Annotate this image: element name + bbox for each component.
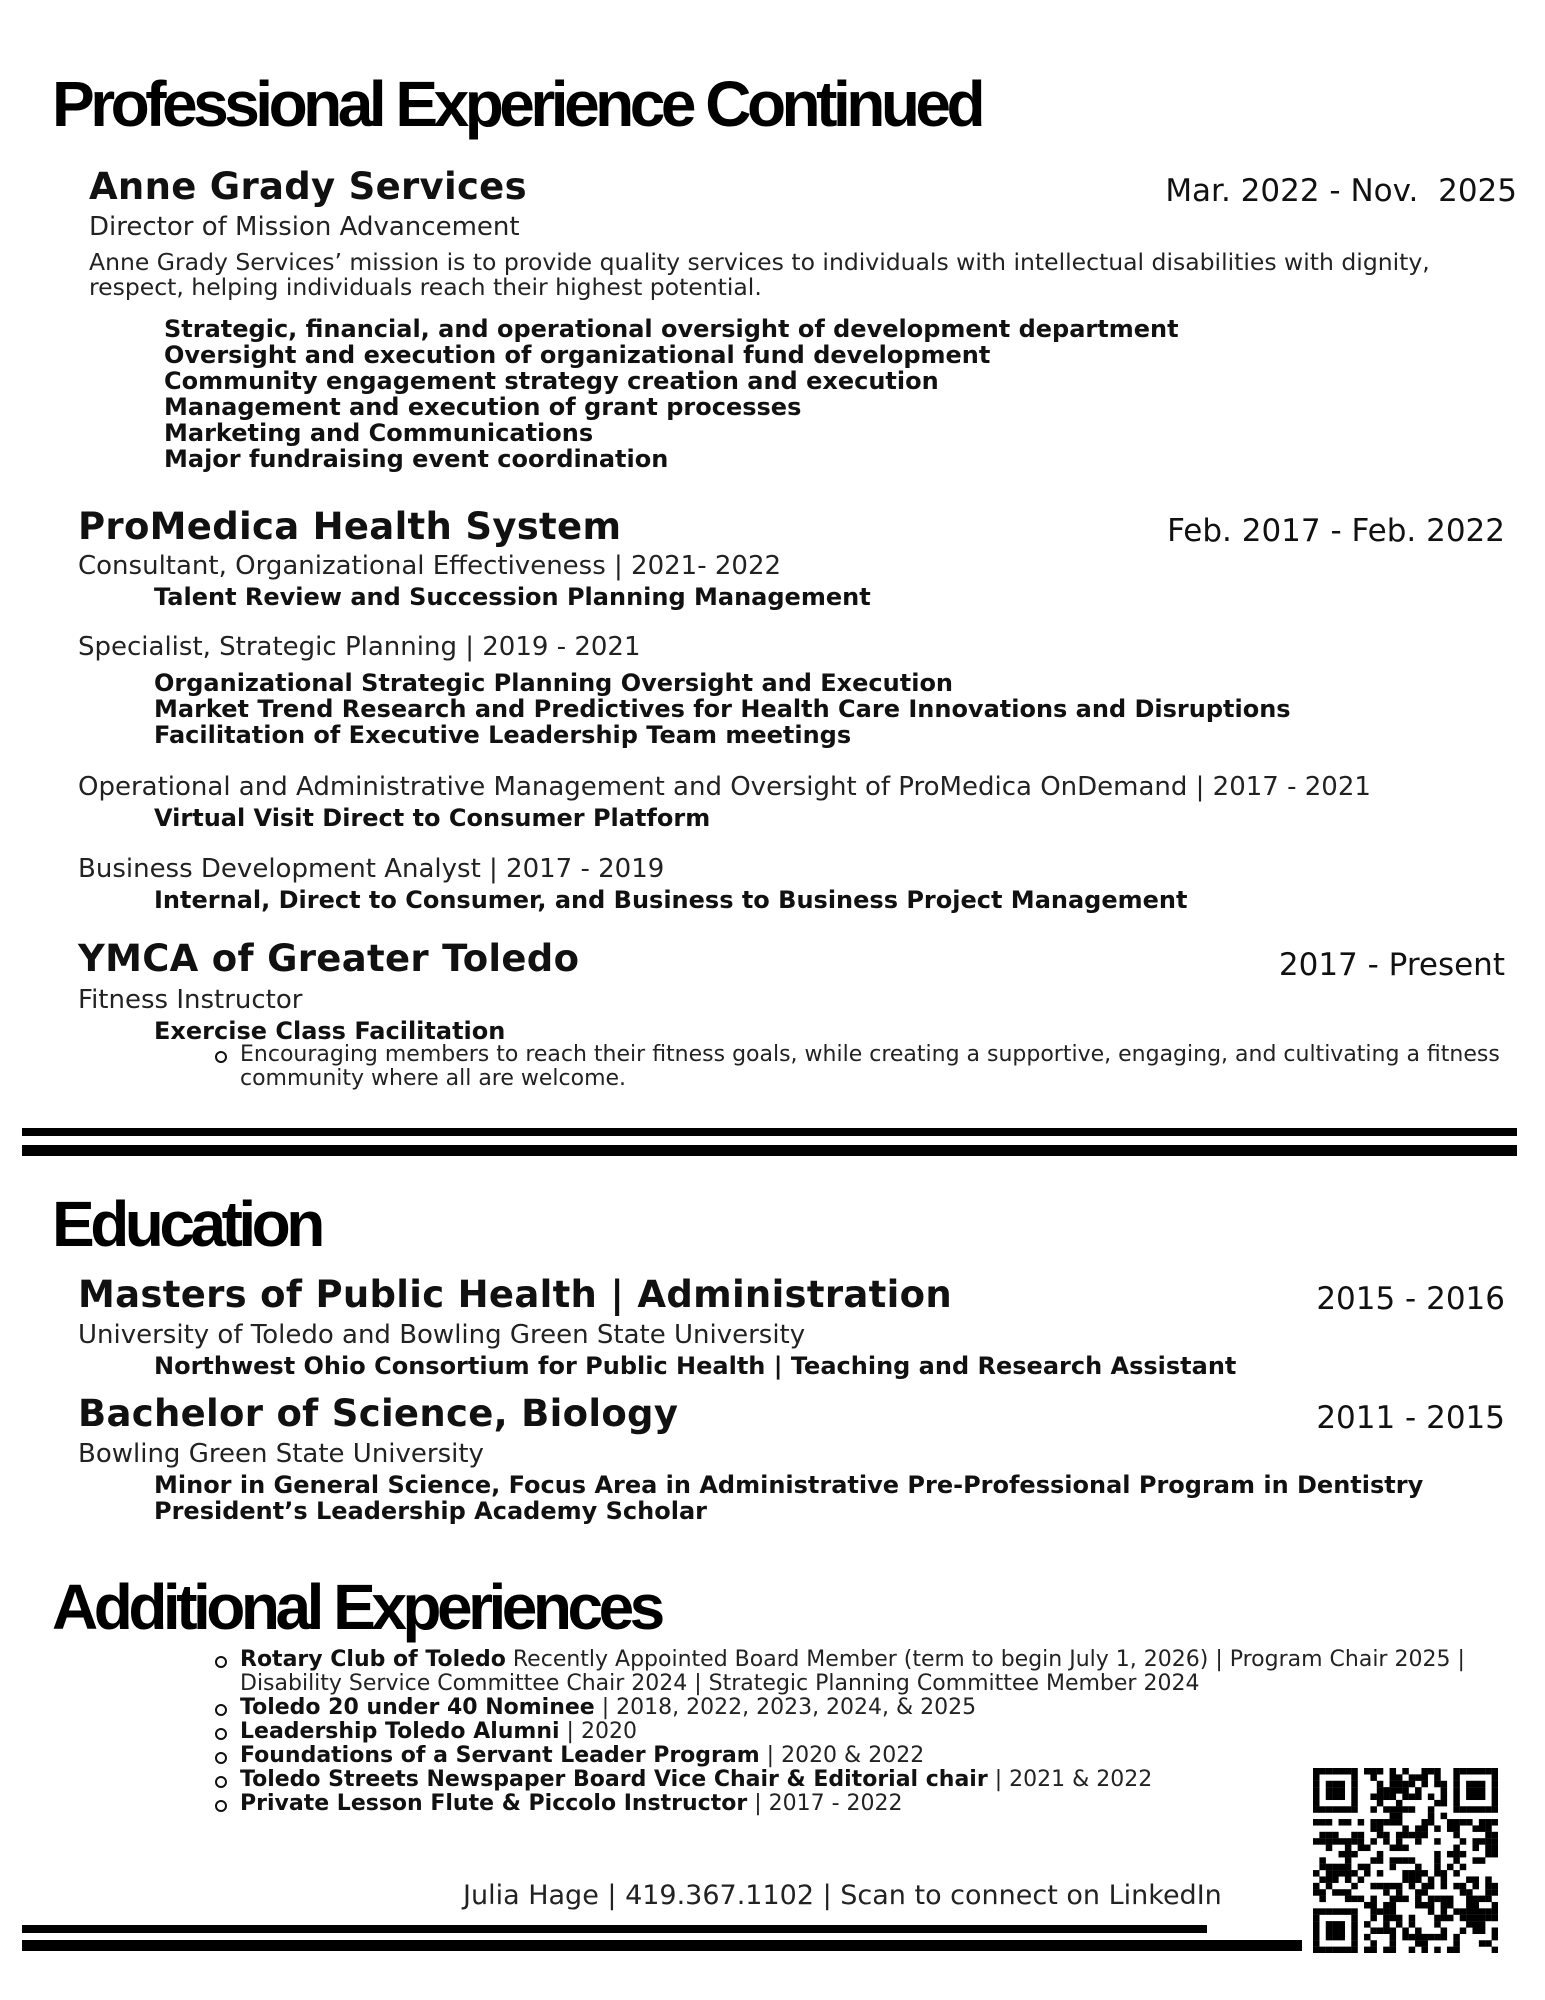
- school-bs: Bowling Green State University: [78, 1439, 484, 1469]
- list-item: Marketing and Communications: [164, 419, 594, 447]
- footer-contact: Julia Hage | 419.367.1102 | Scan to connect on LinkedIn: [463, 1880, 1222, 1911]
- qr-code-icon[interactable]: [1313, 1768, 1498, 1953]
- list-item: Rotary Club of Toledo Recently Appointed Board Member (term to begin July 1, 2026) | Program Chair 2025 | Disability Service Committee Chair 2024 | Strategic Planning Committee Member 2024: [210, 1648, 1510, 1696]
- list-item: Major fundraising event coordination: [164, 445, 669, 473]
- list-item: President’s Leadership Academy Scholar: [154, 1497, 707, 1525]
- org-name-promedica: ProMedica Health System: [78, 505, 622, 548]
- list-item: Foundations of a Servant Leader Program | 2020 & 2022: [210, 1744, 1510, 1768]
- list-item: Private Lesson Flute & Piccolo Instructor | 2017 - 2022: [210, 1792, 1510, 1816]
- role-anne-grady: Director of Mission Advancement: [89, 212, 520, 242]
- footer-bar-bottom: [22, 1940, 1302, 1951]
- ymca-sub-bullets: [210, 1043, 1500, 1091]
- mph-bullets: [154, 1353, 1236, 1379]
- role-consultant: Consultant, Organizational Effectiveness | 2021- 2022: [78, 551, 782, 581]
- specialist-bullets: [154, 670, 1291, 748]
- list-item: Internal, Direct to Consumer, and Business to Business Project Management: [154, 886, 1188, 914]
- list-item: Northwest Ohio Consortium for Public Health | Teaching and Research Assistant: [154, 1352, 1237, 1380]
- list-item: Community engagement strategy creation and execution: [164, 367, 939, 395]
- dates-mph: 2015 - 2016: [1316, 1281, 1505, 1317]
- divider-bar-top: [22, 1128, 1517, 1136]
- list-item: Talent Review and Succession Planning Management: [154, 583, 871, 611]
- org-name-ymca: YMCA of Greater Toledo: [78, 937, 580, 980]
- dates-promedica: Feb. 2017 - Feb. 2022: [1167, 513, 1505, 549]
- list-item: Virtual Visit Direct to Consumer Platform: [154, 804, 711, 832]
- additional-heading: Additional Experiences: [52, 1571, 661, 1643]
- bs-bullets: [154, 1472, 1423, 1524]
- org-name-anne-grady: Anne Grady Services: [89, 165, 527, 208]
- role-specialist: Specialist, Strategic Planning | 2019 - 2021: [78, 632, 641, 662]
- list-item: Organizational Strategic Planning Oversight and Execution: [154, 669, 954, 697]
- qr-code-graphic: [1313, 1768, 1498, 1953]
- education-heading: Education: [52, 1188, 321, 1260]
- list-item: Oversight and execution of organizational fund development: [164, 341, 991, 369]
- list-item: Toledo Streets Newspaper Board Vice Chair & Editorial chair | 2021 & 2022: [210, 1768, 1510, 1792]
- list-item: Management and execution of grant processes: [164, 393, 802, 421]
- dates-anne-grady: Mar. 2022 - Nov. 2025: [1165, 173, 1517, 209]
- role-bd-analyst: Business Development Analyst | 2017 - 2019: [78, 854, 665, 884]
- list-item: Minor in General Science, Focus Area in Administrative Pre-Professional Program in Dentistry: [154, 1471, 1424, 1499]
- consultant-bullets: [154, 584, 871, 610]
- anne-grady-bullets: [164, 316, 1179, 472]
- school-mph: University of Toledo and Bowling Green State University: [78, 1320, 806, 1350]
- list-item: Facilitation of Executive Leadership Team meetings: [154, 721, 852, 749]
- list-item: Market Trend Research and Predictives for Health Care Innovations and Disruptions: [154, 695, 1291, 723]
- degree-mph: Masters of Public Health | Administration: [78, 1273, 953, 1316]
- divider-bar-bottom: [22, 1145, 1517, 1156]
- role-ymca: Fitness Instructor: [78, 985, 303, 1015]
- degree-bs: Bachelor of Science, Biology: [78, 1392, 679, 1435]
- list-item: Encouraging members to reach their fitness goals, while creating a supportive, engaging, and cultivating a fitness community where all are welcome.: [210, 1043, 1500, 1091]
- dates-ymca: 2017 - Present: [1278, 947, 1505, 983]
- role-ondemand: Operational and Administrative Management and Oversight of ProMedica OnDemand | 2017 - 2021: [78, 772, 1371, 802]
- dates-bs: 2011 - 2015: [1316, 1400, 1505, 1436]
- experience-heading: Professional Experience Continued: [52, 68, 982, 140]
- list-item: Toledo 20 under 40 Nominee | 2018, 2022, 2023, 2024, & 2025: [210, 1696, 1510, 1720]
- ymca-bullet: Exercise Class Facilitation: [154, 1017, 506, 1045]
- mission-description: Anne Grady Services’ mission is to provide quality services to individuals with intellectual disabilities with dignity, respect, helping individuals reach their highest potential.: [89, 248, 1430, 301]
- ondemand-bullets: [154, 805, 710, 831]
- list-item: Strategic, financial, and operational oversight of development department: [164, 315, 1179, 343]
- list-item: Leadership Toledo Alumni | 2020: [210, 1720, 1510, 1744]
- bd-analyst-bullets: [154, 887, 1187, 913]
- footer-bar-top: [22, 1925, 1207, 1933]
